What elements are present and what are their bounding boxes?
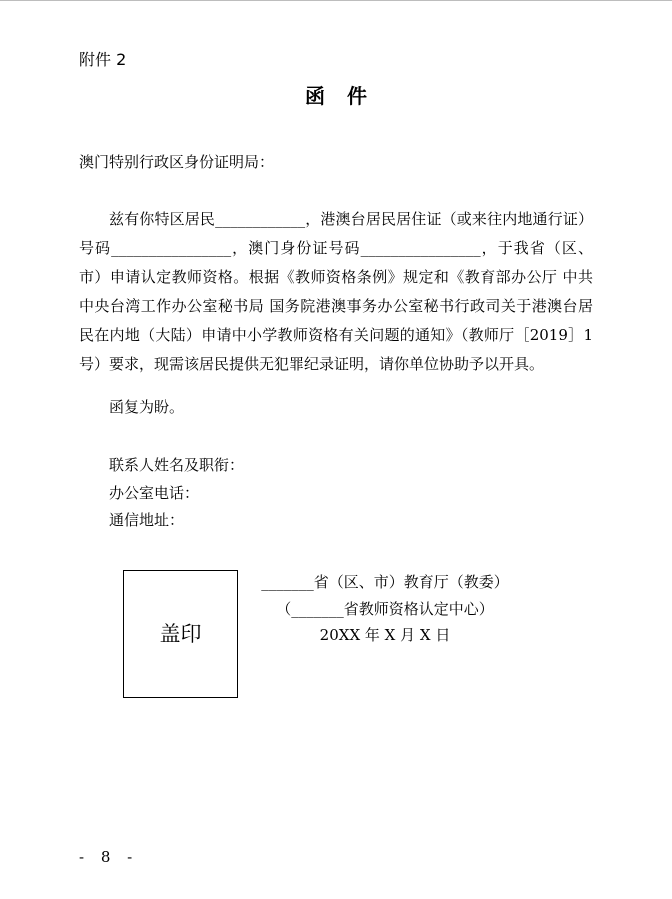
attachment-label: 附件 2 [79,50,127,69]
letter-addressee: 澳门特别行政区身份证明局： [79,153,275,171]
signature-center: （_______省教师资格认定中心） [276,600,494,618]
signature-date: 20XX 年 X 月 X 日 [319,626,451,644]
letter-closing: 函复为盼。 [109,398,185,416]
seal-box [123,570,238,698]
contact-office-phone-field: 办公室电话： [109,484,200,502]
letter-body-paragraph: 兹有你特区居民____________，港澳台居民居住证（或来往内地通行证）号码________________，澳门身份证号码________________，于我省（区、市）申请认定教师资格。根据《教师资格条例》规定和《教育部办公厅 中共中央台湾工作办公室秘书局 国务院港澳事务办公室秘书行政司关于港澳台居民在内地（大陆）申请中小学教师资格有关问题的通知》（教师厅［2019］1 号）要求，现需该居民提供无犯罪纪录证明，请你单位协助予以开具。 [79,210,593,373]
document-title: 函件 [305,84,389,108]
page-top-border [0,0,672,1]
seal-label: 盖印 [159,622,202,646]
page-number: - 8 - [79,848,139,866]
signature-department: _______省（区、市）教育厅（教委） [261,573,509,591]
contact-name-title-field: 联系人姓名及职衔： [109,456,245,474]
contact-address-field: 通信地址： [109,511,185,529]
